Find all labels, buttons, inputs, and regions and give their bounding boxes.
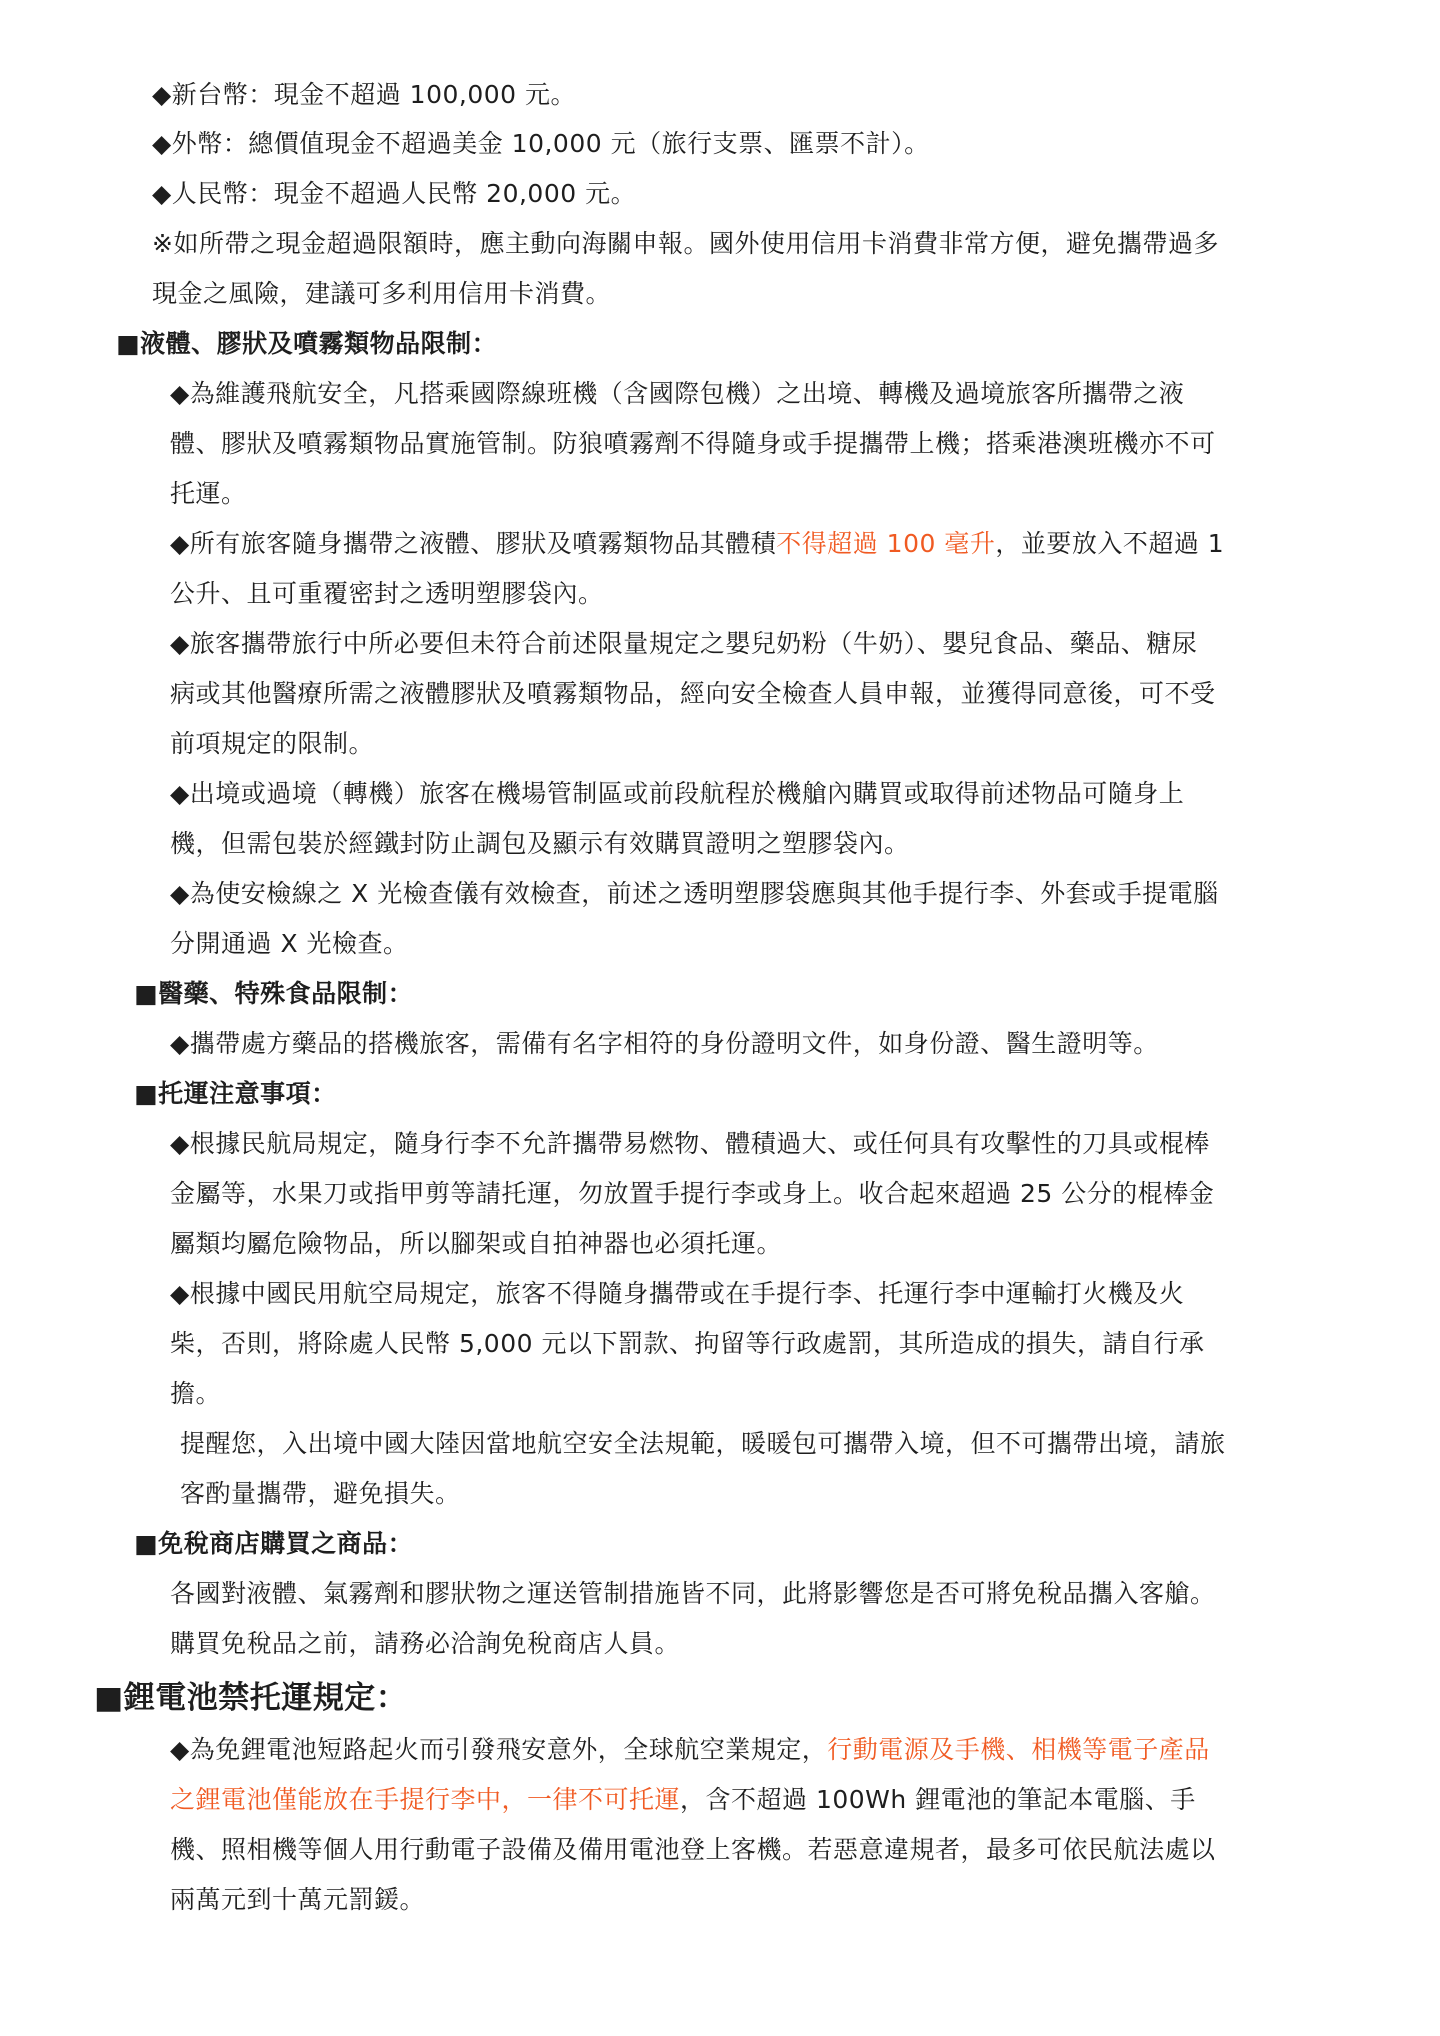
dutyfree-line-1: 各國對液體、氣霧劑和膠狀物之運送管制措施皆不同，此將影響您是否可將免稅品攜入客艙。 <box>170 1579 1216 1608</box>
currency-twd: ◆新台幣：現金不超過 100,000 元。 <box>152 80 577 109</box>
lithium-line-4: 兩萬元到十萬元罰鍰。 <box>170 1885 426 1914</box>
liquids-p3-line-2: 病或其他醫療所需之液體膠狀及噴霧類物品，經向安全檢查人員申報，並獲得同意後，可不受 <box>170 679 1216 708</box>
lithium-text-a: ◆為免鋰電池短路起火而引發飛安意外，全球航空業規定， <box>170 1735 828 1764</box>
lithium-text-b: ，含不超過 100Wh 鋰電池的筆記本電腦、手 <box>680 1785 1196 1814</box>
lithium-heading: ■鋰電池禁托運規定： <box>94 1680 408 1716</box>
checkin-reminder-line-1: 提醒您，入出境中國大陸因當地航空安全法規範，暖暖包可攜帶入境，但不可攜帶出境，請旅 <box>180 1429 1226 1458</box>
dutyfree-heading: ■免稅商店購買之商品： <box>134 1529 414 1558</box>
liquids-p1-line-1: ◆為維護飛航安全，凡搭乘國際線班機（含國際包機）之出境、轉機及過境旅客所攜帶之液 <box>170 379 1185 408</box>
liquids-p2-text-b: ，並要放入不超過 1 <box>995 529 1225 558</box>
lithium-highlight-1: 行動電源及手機、相機等電子產品 <box>827 1735 1210 1764</box>
checkin-p2-line-1: ◆根據中國民用航空局規定，旅客不得隨身攜帶或在手提行李、托運行李中運輸打火機及火 <box>170 1279 1185 1308</box>
lithium-line-2 <box>170 1783 1196 1817</box>
liquids-volume-limit-highlight: 不得超過 100 毫升 <box>776 529 996 558</box>
dutyfree-line-2: 購買免稅品之前，請務必洽詢免稅商店人員。 <box>170 1629 681 1658</box>
liquids-p2-line-1 <box>170 527 1224 561</box>
liquids-p3-line-1: ◆旅客攜帶旅行中所必要但未符合前述限量規定之嬰兒奶粉（牛奶）、嬰兒食品、藥品、糖尿 <box>170 629 1198 658</box>
checkin-reminder-line-2: 客酌量攜帶，避免損失。 <box>180 1479 461 1508</box>
checkin-p2-line-3: 擔。 <box>170 1379 222 1408</box>
checkin-heading: ■托運注意事項： <box>134 1079 337 1108</box>
checkin-p1-line-2: 金屬等，水果刀或指甲剪等請托運，勿放置手提行李或身上。收合起來超過 25 公分的棍棒金 <box>170 1179 1215 1208</box>
medicine-heading: ■醫藥、特殊食品限制： <box>134 979 414 1008</box>
liquids-p5-line-1: ◆為使安檢線之 X 光檢查儀有效檢查，前述之透明塑膠袋應與其他手提行李、外套或手提電腦 <box>170 879 1219 908</box>
medicine-p1: ◆攜帶處方藥品的搭機旅客，需備有名字相符的身份證明文件，如身份證、醫生證明等。 <box>170 1029 1159 1058</box>
lithium-line-1 <box>170 1733 1210 1767</box>
currency-note-line-1: ※如所帶之現金超過限額時，應主動向海關申報。國外使用信用卡消費非常方便，避免攜帶過多 <box>152 229 1219 258</box>
lithium-highlight-2: 之鋰電池僅能放在手提行李中，一律不可托運 <box>170 1785 681 1814</box>
liquids-p3-line-3: 前項規定的限制。 <box>170 729 375 758</box>
liquids-p4-line-2: 機，但需包裝於經鐵封防止調包及顯示有效購買證明之塑膠袋內。 <box>170 829 910 858</box>
liquids-p1-line-3: 托運。 <box>170 479 247 508</box>
liquids-p2-text-a: ◆所有旅客隨身攜帶之液體、膠狀及噴霧類物品其體積 <box>170 529 777 558</box>
currency-rmb: ◆人民幣：現金不超過人民幣 20,000 元。 <box>152 179 637 208</box>
liquids-p5-line-2: 分開通過 X 光檢查。 <box>170 929 409 958</box>
liquids-p4-line-1: ◆出境或過境（轉機）旅客在機場管制區或前段航程於機艙內購買或取得前述物品可隨身上 <box>170 779 1185 808</box>
checkin-p2-line-2: 柴，否則，將除處人民幣 5,000 元以下罰款、拘留等行政處罰，其所造成的損失，請自行承 <box>170 1329 1205 1358</box>
liquids-p2-line-2: 公升、且可重覆密封之透明塑膠袋內。 <box>170 579 604 608</box>
checkin-p1-line-3: 屬類均屬危險物品，所以腳架或自拍神器也必須托運。 <box>170 1229 783 1258</box>
currency-foreign: ◆外幣：總價值現金不超過美金 10,000 元（旅行支票、匯票不計）。 <box>152 129 930 158</box>
currency-note-line-2: 現金之風險，建議可多利用信用卡消費。 <box>152 279 612 308</box>
liquids-p1-line-2: 體、膠狀及噴霧類物品實施管制。防狼噴霧劑不得隨身或手提攜帶上機；搭乘港澳班機亦不可 <box>170 429 1216 458</box>
checkin-p1-line-1: ◆根據民航局規定，隨身行李不允許攜帶易燃物、體積過大、或任何具有攻擊性的刀具或棍棒 <box>170 1129 1210 1158</box>
liquids-heading: ■液體、膠狀及噴霧類物品限制： <box>116 329 498 358</box>
lithium-line-3: 機、照相機等個人用行動電子設備及備用電池登上客機。若惡意違規者，最多可依民航法處以 <box>170 1835 1216 1864</box>
